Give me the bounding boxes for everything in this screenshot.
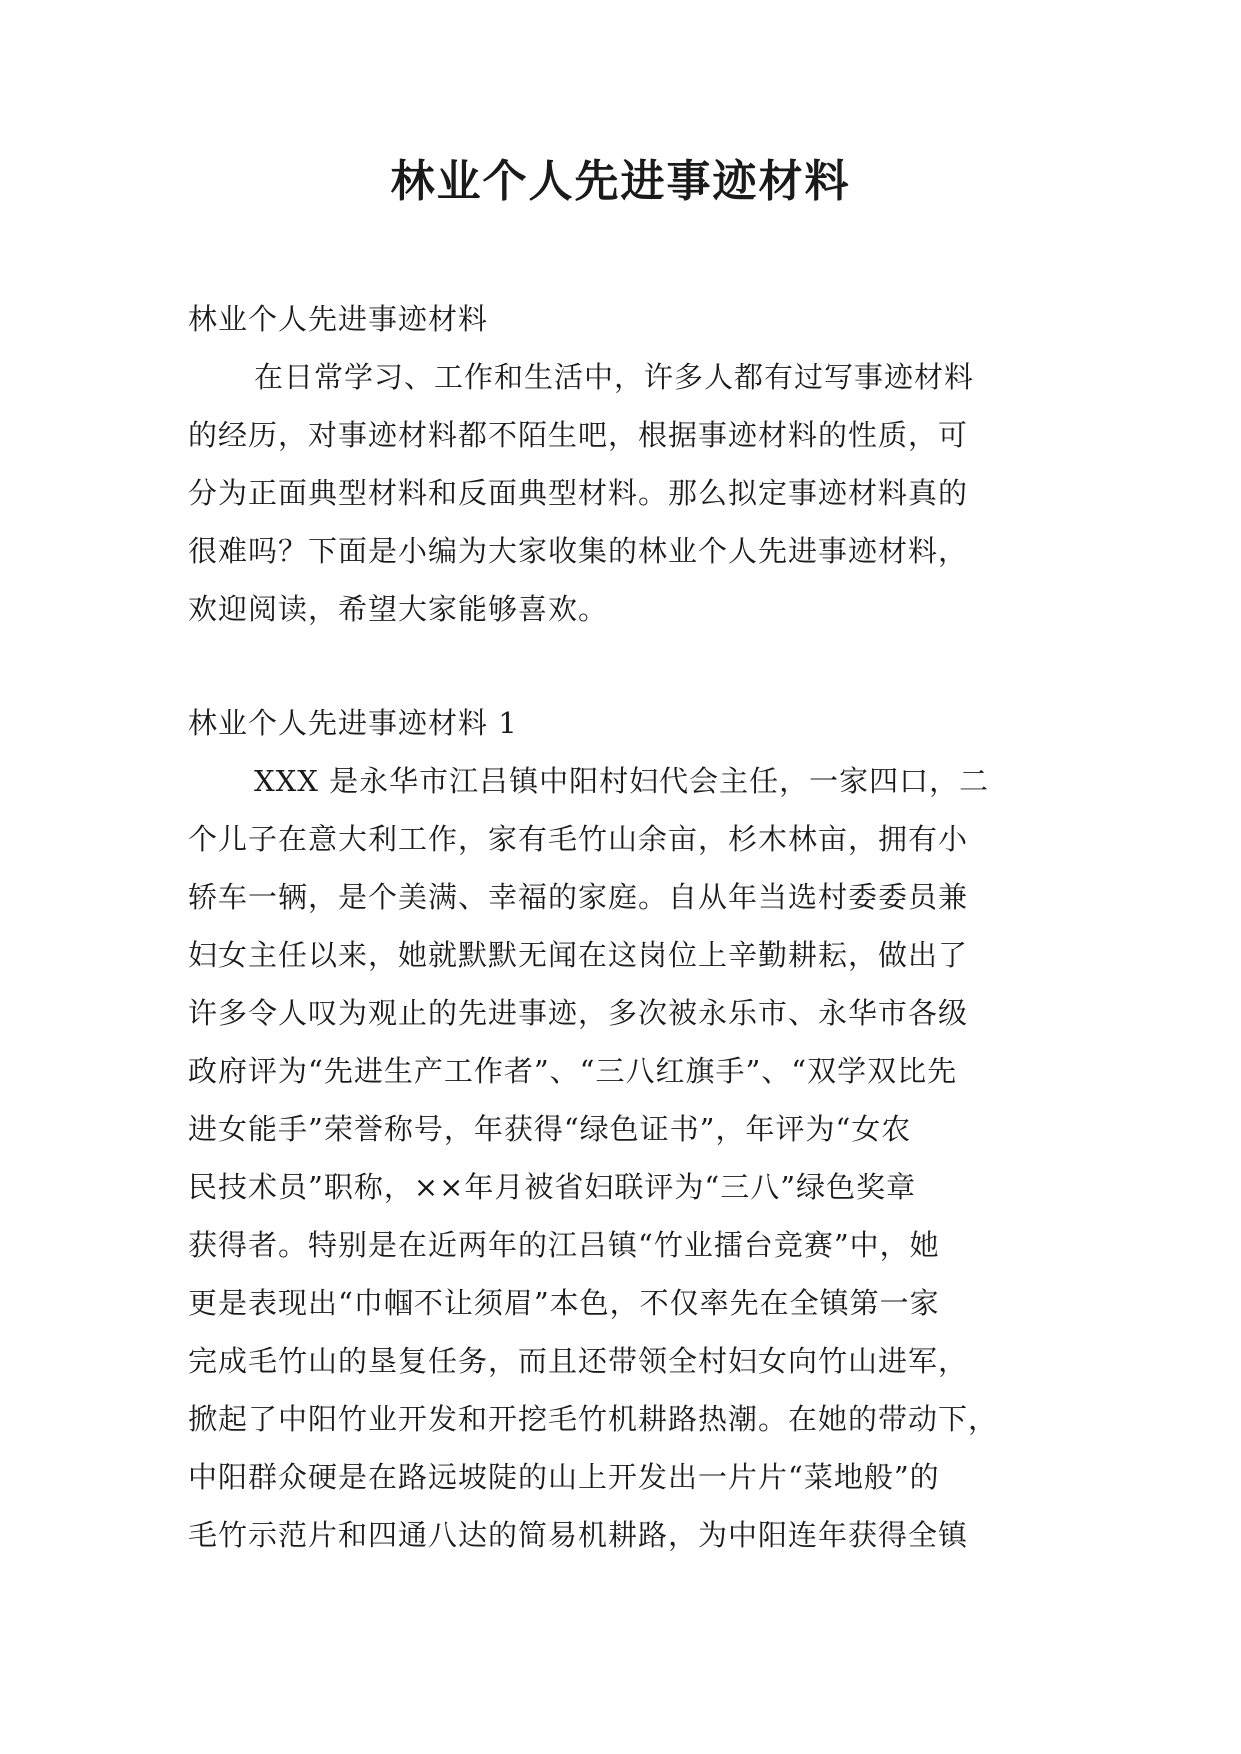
paragraph-line: 轿车一辆，是个美满、幸福的家庭。自从年当选村委委员兼 [188,880,969,914]
paragraph-line: 掀起了中阳竹业开发和开挖毛竹机耕路热潮。在她的带动下， [188,1402,999,1436]
paragraph-line: 获得者。特别是在近两年的江吕镇“竹业擂台竞赛”中，她 [188,1228,940,1262]
paragraph-line: 在日常学习、工作和生活中，许多人都有过写事迹材料 [254,360,975,394]
paragraph-line: 很难吗？下面是小编为大家收集的林业个人先进事迹材料， [188,534,969,568]
intro-heading: 林业个人先进事迹材料 [188,302,489,336]
paragraph-line: 个儿子在意大利工作，家有毛竹山余亩，杉木林亩，拥有小 [188,822,969,856]
paragraph-line: 许多令人叹为观止的先进事迹，多次被永乐市、永华市各级 [188,996,969,1030]
section-spacer [188,638,1058,694]
paragraph-line: 的经历，对事迹材料都不陌生吧，根据事迹材料的性质，可 [188,418,969,452]
intro-paragraph [188,348,1058,638]
paragraph-line: 完成毛竹山的垦复任务，而且还带领全村妇女向竹山进军， [188,1344,969,1378]
paragraph-line: XXX 是永华市江吕镇中阳村妇代会主任，一家四口，二 [254,764,990,798]
paragraph-line: 更是表现出“巾帼不让须眉”本色，不仅率先在全镇第一家 [188,1286,940,1320]
paragraph-line: 欢迎阅读，希望大家能够喜欢。 [188,592,609,626]
paragraph-line: 中阳群众硬是在路远坡陡的山上开发出一片片“菜地般”的 [188,1460,940,1494]
paragraph-line: 进女能手”荣誉称号，年获得“绿色证书”，年评为“女农 [188,1112,912,1146]
document-title: 林业个人先进事迹材料 [390,156,851,207]
paragraph-line: 分为正面典型材料和反面典型材料。那么拟定事迹材料真的 [188,476,969,510]
section1-heading: 林业个人先进事迹材料 1 [188,706,518,740]
paragraph-line: 妇女主任以来，她就默默无闻在这岗位上辛勤耕耘，做出了 [188,938,969,972]
paragraph-line: 民技术员”职称，××年月被省妇联评为“三八”绿色奖章 [188,1170,917,1204]
paragraph-line: 毛竹示范片和四通八达的简易机耕路，为中阳连年获得全镇 [188,1518,969,1552]
paragraph-line: 政府评为“先进生产工作者”、“三八红旗手”、“双学双比先 [188,1054,958,1088]
section1-paragraph [188,752,1058,1564]
document-body [188,290,1058,1564]
